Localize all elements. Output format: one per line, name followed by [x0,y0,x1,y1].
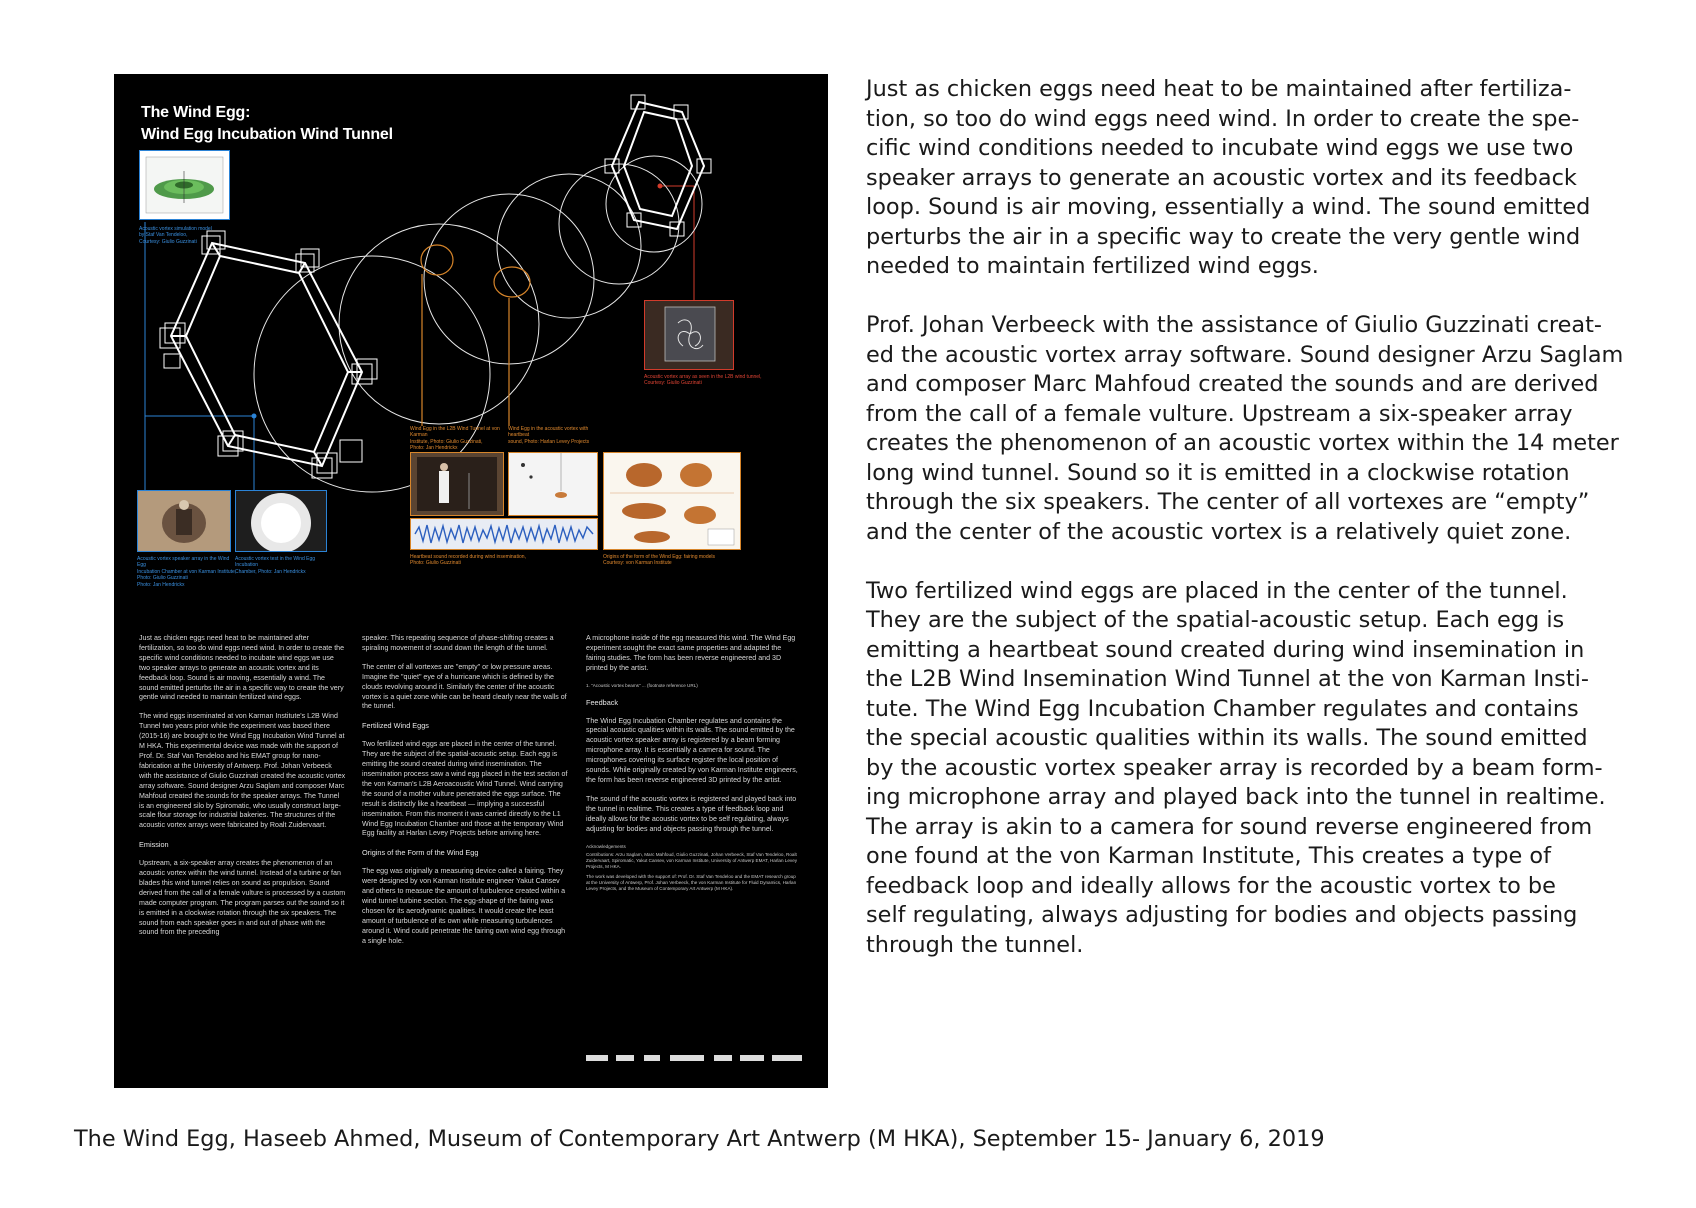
description-paragraph-2: Prof. Johan Verbeeck with the assistance of Giulio Guzzinati creat- ed the acoustic vortex array software. Sound designer Arzu Saglam and composer Marc Mahfoud created the sounds and are derived from the call of a female vulture. Upstream a six-speaker array creates the phenomenon of an acoustic vortex within the 14 meter long wind tunnel. Sound so it is emitted in a clockwise rotation through the six speakers. The center of all vortexes are “empty” and the center of the acoustic vortex is a relatively quiet zone. [866,312,1624,545]
description-paragraph-3: Two fertilized wind eggs are placed in the center of the tunnel. They are the subject of the spatial-acoustic setup. Each egg is emitting a heartbeat sound created during wind insemination in the L2B Wind Insemination Wind Tunnel at the von Karman Insti- tute. The Wind Egg Incubation Chamber regulates and contains the special acoustic qualities within its walls. The sound emitted by the acoustic vortex speaker array is recorded by a beam form- ing microphone array and played back into the tunnel in realtime. The array is akin to a camera for sound reverse engineered from one found at the von Karman Institute, This creates a type of feedback loop and ideally allows for the acoustic vortex to be self regulating, always adjusting for bodies and objects passing through the tunnel. [866,577,1606,958]
emission-heading: Emission [139,840,169,850]
simulation-image [139,150,230,220]
poster-column-3: A microphone inside of the egg measured this wind. The Wind Egg experiment sought the exact same properties and adapted the fairing studies. The form has been reverse engineered and 3D printed by the artist. 1. "Acoustic vortex beams" ... (footnote reference URL) Feedback The Wind Egg Incubation Chamber regulates and contains the special acoustic qualities within its walls. The sound emitted by the acoustic vortex speaker array is registered by a beam forming microphone array. It is essentially a camera for sound. The microphones covering its surface register the local position of sounds. While originally created by von Karman Institute engineers, the form has been reverse engineered 3D printed by the artist. The sound of the acoustic vortex is registered and played back into the tunnel in realtime. This creates a type of feedback loop and ideally allows for the acoustic vortex to be self regulating, always adjusting for bodies and objects passing through the tunnel. Acknowledgements Contributions: Arzu Saglam, Marc Mahfoud, Giulio Guzzinati, Johan Verbeeck, Staf Van Tendeloo, Roalt Zuidervaart, Spiromatic, Yakut Cansev, von Karman Institute, University of Antwerp EMAT, Harlan Levey Projects, M HKA. The work was developed with the support of: Prof. Dr. Staf Van Tendeloo and the EMAT research group at the University of Antwerp, Prof. Johan Verbeeck, the von Karman Institute for Fluid Dynamics, Harlan Levey Projects, and the Museum of Contemporary Art Antwerp (M HKA). [586,634,800,901]
sphere-test-photo [235,490,327,552]
logo-5 [714,1055,732,1061]
vortex-array-photo [644,300,734,370]
wind-tunnel-photo [410,452,504,516]
footnote: 1. "Acoustic vortex beams" ... (footnote reference URL) [586,682,698,688]
logo-7 [772,1055,802,1061]
ack-text: Contributions: Arzu Saglam, Marc Mahfoud, Giulio Guzzinati, Johan Verbeeck, Staf Van Tendeloo, Roalt Zuidervaart, Spiromatic, Yakut Cansev, von Karman Institute, University of Antwerp EMAT, Harlan Levey Projects, M HKA. [586,851,798,869]
exhibition-poster [114,74,828,1088]
speaker-array-caption: Acoustic vortex speaker array in the Wind Egg Incubation Chamber at von Karman Institute, Photo: Giulio Guzzinati Photo: Jan Hendrickx [137,556,237,588]
egg-orbit-right-caption: Wind Egg in the acoustic vortex with heartbeat sound, Photo: Harlan Levey Projects [508,426,590,445]
sponsor-logos [586,1052,816,1064]
heartbeat-waveform [410,518,598,550]
egg-orbit-left-caption: Wind Egg in the L2B Wind Tunnel at von Karman Institute, Photo: Giulio Guzzinati, Photo: Jan Hendrickx [410,426,500,452]
poster-column-2: speaker. This repeating sequence of phase-shifting creates a spiraling movement of sound down the length of the tunnel. The center of all vortexes are "empty" or low pressure areas. Imagine the "quiet" eye of a hurricane which is defined by the clouds revolving around it. Similarly the center of the acoustic vortex is a quiet zone while can be heard clearly near the walls of the tunnel. Fertilized Wind Eggs Two fertilized wind eggs are placed in the center of the tunnel. They are the subject of the spatial-acoustic setup. Each egg is emitting the sound created during wind insemination. The insemination process saw a wind egg placed in the test section of the von Karman's L2B Aeroacoustic Wind Tunnel. Wind carrying the sound of a mother vulture penetrated the eggs surface. The result is distinctly like a heartbeat — implying a successful insemination. From this moment it was carried directly to the L1 Wind Egg Incubation Chamber and those at the temporary Wind Egg facility at Harlan Levey Projects before arriving here. Origins of the Form of the Wind Egg The egg was originally a measuring device called a fairing. They were designed by von Karman Institute engineer Yakut Cansev and others to measure the amount of turbulence created within a wind tunnel turbine section. The egg-shape of the fairing was chosen for its aerodynamic qualities. It would create the least amount of turbulence of its own while measuring turbulences around it. Wind could penetrate the fairing own wind egg through a single hole. [362,634,568,945]
speaker-array-photo [137,490,231,552]
sphere-test-caption: Acoustic vortex test in the Wind Egg Incubation Chamber, Photo: Jan Hendrickx [235,556,316,575]
ack-title: Acknowledgements [586,843,626,849]
fairing-models-image [603,452,741,550]
vortex-array-caption: Acoustic vortex array as seen in the L2B wind tunnel, Courtesy: Giulio Guzzinati [644,374,762,387]
support-text: The work was developed with the support of: Prof. Dr. Staf Van Tendeloo and the EMAT research group at the University of Antwerp, Prof. Johan Verbeeck, the von Karman Institute for Fluid Dynamics, Harlan Levey Projects, and the Museum of Contemporary Art Antwerp (M HKA). [586,873,797,891]
fertilized-heading: Fertilized Wind Eggs [362,721,429,731]
figure-caption: The Wind Egg, Haseeb Ahmed, Museum of Contemporary Art Antwerp (M HKA), September 15- January 6, 2019 [74,1126,1325,1152]
heartbeat-caption: Heartbeat sound recorded during wind insemination, Photo: Giulio Guzzinati [410,554,526,567]
poster-column-1: Just as chicken eggs need heat to be maintained after fertilization, so too do wind eggs need wind. In order to create the specific wind conditions needed to incubate wind eggs we use two speaker arrays to generate an acoustic vortex and its feedback loop. Sound is air moving, essentially a wind. The sound emitted perturbs the air in a specific way to create the very gentle wind needed to maintain fertilized wind eggs. The wind eggs inseminated at von Karman Institute's L2B Wind Tunnel two years prior while the experiment was based there (2015-16) are brought to the Wind Egg Incubation Wind Tunnel at M HKA. This experimental device was made with the support of Prof. Dr. Staf Van Tendeloo and his EMAT group for nano-fabrication at the University of Antwerp. Prof. Johan Verbeeck with the assistance of Giulio Guzzinati created the acoustic vortex array software. Sound designer Arzu Saglam and composer Marc Mahfoud created the sounds for the speaker arrays. The Tunnel is an engineered silo by Spiromatic, who usually construct large-scale flour storage for industrial bakeries. The structures of the acoustic vortex arrays were fabricated by Roalt Zuidervaart. Emission Upstream, a six-speaker array creates the phenomenon of an acoustic vortex within the wind tunnel. Instead of a turbine or fan blades this wind tunnel relies on sound as propulsion. Sound derived from the call of a female vulture is processed by a custom made computer program. The program parses out the sound so it is emitted in a clockwise rotation through the six speakers. The sound from each speaker goes in and out of phase with the sound from the preceding [139,634,346,937]
feedback-heading: Feedback [586,697,619,707]
logo-6 [740,1055,764,1061]
logo-4 [670,1055,704,1061]
fairing-origins-caption: Origins of the form of the Wind Egg: fairing models Courtesy: von Karman Institute [603,554,715,567]
description-paragraph-1: Just as chicken eggs need heat to be maintained after fertiliza- tion, so too do wind eggs need wind. In order to create the spe- cific wind conditions needed to incubate wind eggs we use two speaker arrays to generate an acoustic vortex and its feedback loop. Sound is air moving, essentially a wind. The sound emitted perturbs the air in a specific way to create the very gentle wind needed to maintain fertilized wind eggs. [866,76,1591,279]
egg-model-photo [508,452,598,516]
logo-3 [644,1055,660,1061]
description-text [866,75,1626,990]
logo-2 [616,1055,634,1061]
origins-heading: Origins of the Form of the Wind Egg [362,848,479,858]
logo-1 [586,1055,608,1061]
poster-title: The Wind Egg: Wind Egg Incubation Wind Tunnel [141,104,393,143]
simulation-caption: Acoustic vortex simulation model by Staf Van Tendeloo, Courtesy: Giulio Guzzinati [139,226,212,245]
